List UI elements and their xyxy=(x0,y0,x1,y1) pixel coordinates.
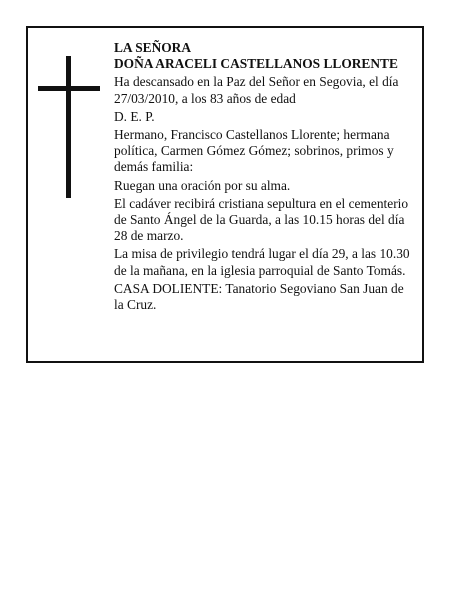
burial-details: El cadáver recibirá cristiana sepultura en el cementerio de Santo Ángel de la Guarda, a las 10.15 horas del día 28 de marzo. xyxy=(114,195,409,244)
deceased-name: DOÑA ARACELI CASTELLANOS LLORENTE xyxy=(114,56,398,72)
cross-icon xyxy=(38,56,100,198)
cross-vertical-bar xyxy=(66,56,71,198)
mass-details: La misa de privilegio tendrá lugar el día 29, a las 10.30 de la mañana, en la iglesia parroquial de Santo Tomás. xyxy=(114,246,410,278)
family-members: Hermano, Francisco Castellanos Llorente; hermana política, Carmen Gómez Gómez; sobrinos, primos y demás familia: xyxy=(114,127,394,175)
notice-text xyxy=(114,40,414,315)
rest-in-peace: D. E. P. xyxy=(114,108,155,124)
death-announcement: Ha descansado en la Paz del Señor en Segovia, el día 27/03/2010, a los 83 años de edad xyxy=(114,74,399,106)
cross-horizontal-bar xyxy=(38,86,100,91)
obituary-notice xyxy=(26,26,424,363)
mourning-house: CASA DOLIENTE: Tanatorio Segoviano San Juan de la Cruz. xyxy=(114,280,404,313)
prayer-request: Ruegan una oración por su alma. xyxy=(114,177,291,193)
notice-heading: LA SEÑORA xyxy=(114,40,192,55)
